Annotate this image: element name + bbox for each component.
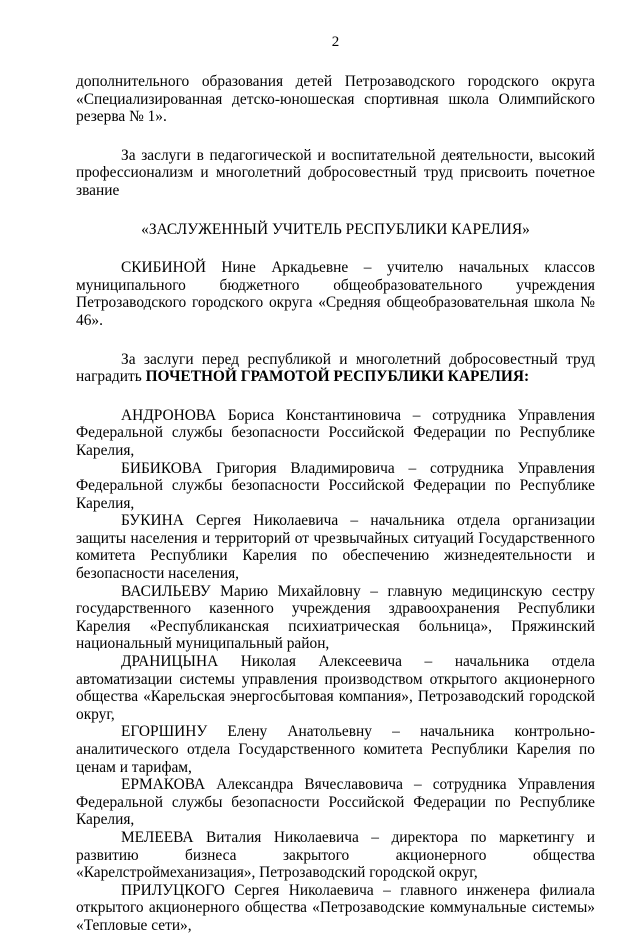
recipient-item: БУКИНА Сергея Николаевича – начальника отдела организации защиты населения и территорий от чрезвычайных ситуаций Государственного комитета Республики Карелия по обеспечению жизнедеятельности и безопасности населения, — [76, 512, 595, 583]
recipient-item: АНДРОНОВА Бориса Константиновича – сотрудника Управления Федеральной службы безопасности Российской Федерации по Республике Карелия, — [76, 406, 595, 459]
recipient-item: ЕРМАКОВА Александра Вячеславовича – сотрудника Управления Федеральной службы безопасности Российской Федерации по Республике Карелия, — [76, 776, 595, 829]
recipient-item: МЕЛЕЕВА Виталия Николаевича – директора по маркетингу и развитию бизнеса закрытого акционерного общества «Карелстроймеханизация», Петрозаводский городской округ, — [76, 828, 595, 882]
document-page — [76, 34, 595, 935]
section2-award-name: ПОЧЕТНОЙ ГРАМОТОЙ РЕСПУБЛИКИ КАРЕЛИЯ: — [145, 368, 530, 386]
section2-decree — [76, 351, 595, 386]
recipient-item: ПРИЛУЦКОГО Сергея Николаевича – главного инженера филиала открытого акционерного общества «Петрозаводские коммунальные системы» «Тепловые сети», — [76, 881, 595, 934]
recipient-item: ДРАНИЦЫНА Николая Алексеевича – начальника отдела автоматизации системы управления производством открытого акционерного общества «Карельская энергосбытовая компания», Петрозаводский городской округ, — [76, 653, 595, 723]
section1-recipient: СКИБИНОЙ Нине Аркадьевне – учителю начальных классов муниципального бюджетного общеобразовательного учреждения Петрозаводского городского округа «Средняя общеобразовательная школа № 46». — [76, 259, 595, 329]
recipient-item: ЕГОРШИНУ Елену Анатольевну – начальника контрольно-аналитического отдела Государственного комитета Республики Карелия по ценам и тарифам, — [76, 723, 595, 776]
section1-decree: За заслуги в педагогической и воспитательной деятельности, высокий профессионализм и многолетний добросовестный труд присвоить почетное звание — [76, 146, 595, 199]
section1-title-text: «ЗАСЛУЖЕННЫЙ УЧИТЕЛЬ РЕСПУБЛИКИ КАРЕЛИЯ» — [141, 220, 530, 238]
recipient-list — [76, 407, 595, 935]
page-number: 2 — [331, 34, 340, 50]
recipient-item: ВАСИЛЬЕВУ Марию Михайловну – главную медицинскую сестру государственного казенного учреждения здравоохранения Республики Карелия «Республиканская психиатрическая больница», Пряжинский национальный муниципальный район, — [76, 582, 595, 653]
section1-title — [76, 221, 595, 239]
section2-decree-text: За заслуги перед республикой и многолетний добросовестный труд наградить — [76, 350, 595, 386]
recipient-item: БИБИКОВА Григория Владимировича – сотрудника Управления Федеральной службы безопасности Российской Федерации по Республике Карелия, — [76, 459, 595, 512]
intro-fragment: дополнительного образования детей Петрозаводского городского округа «Специализированная детско-юношеская спортивная школа Олимпийского резерва № 1». — [76, 73, 595, 126]
